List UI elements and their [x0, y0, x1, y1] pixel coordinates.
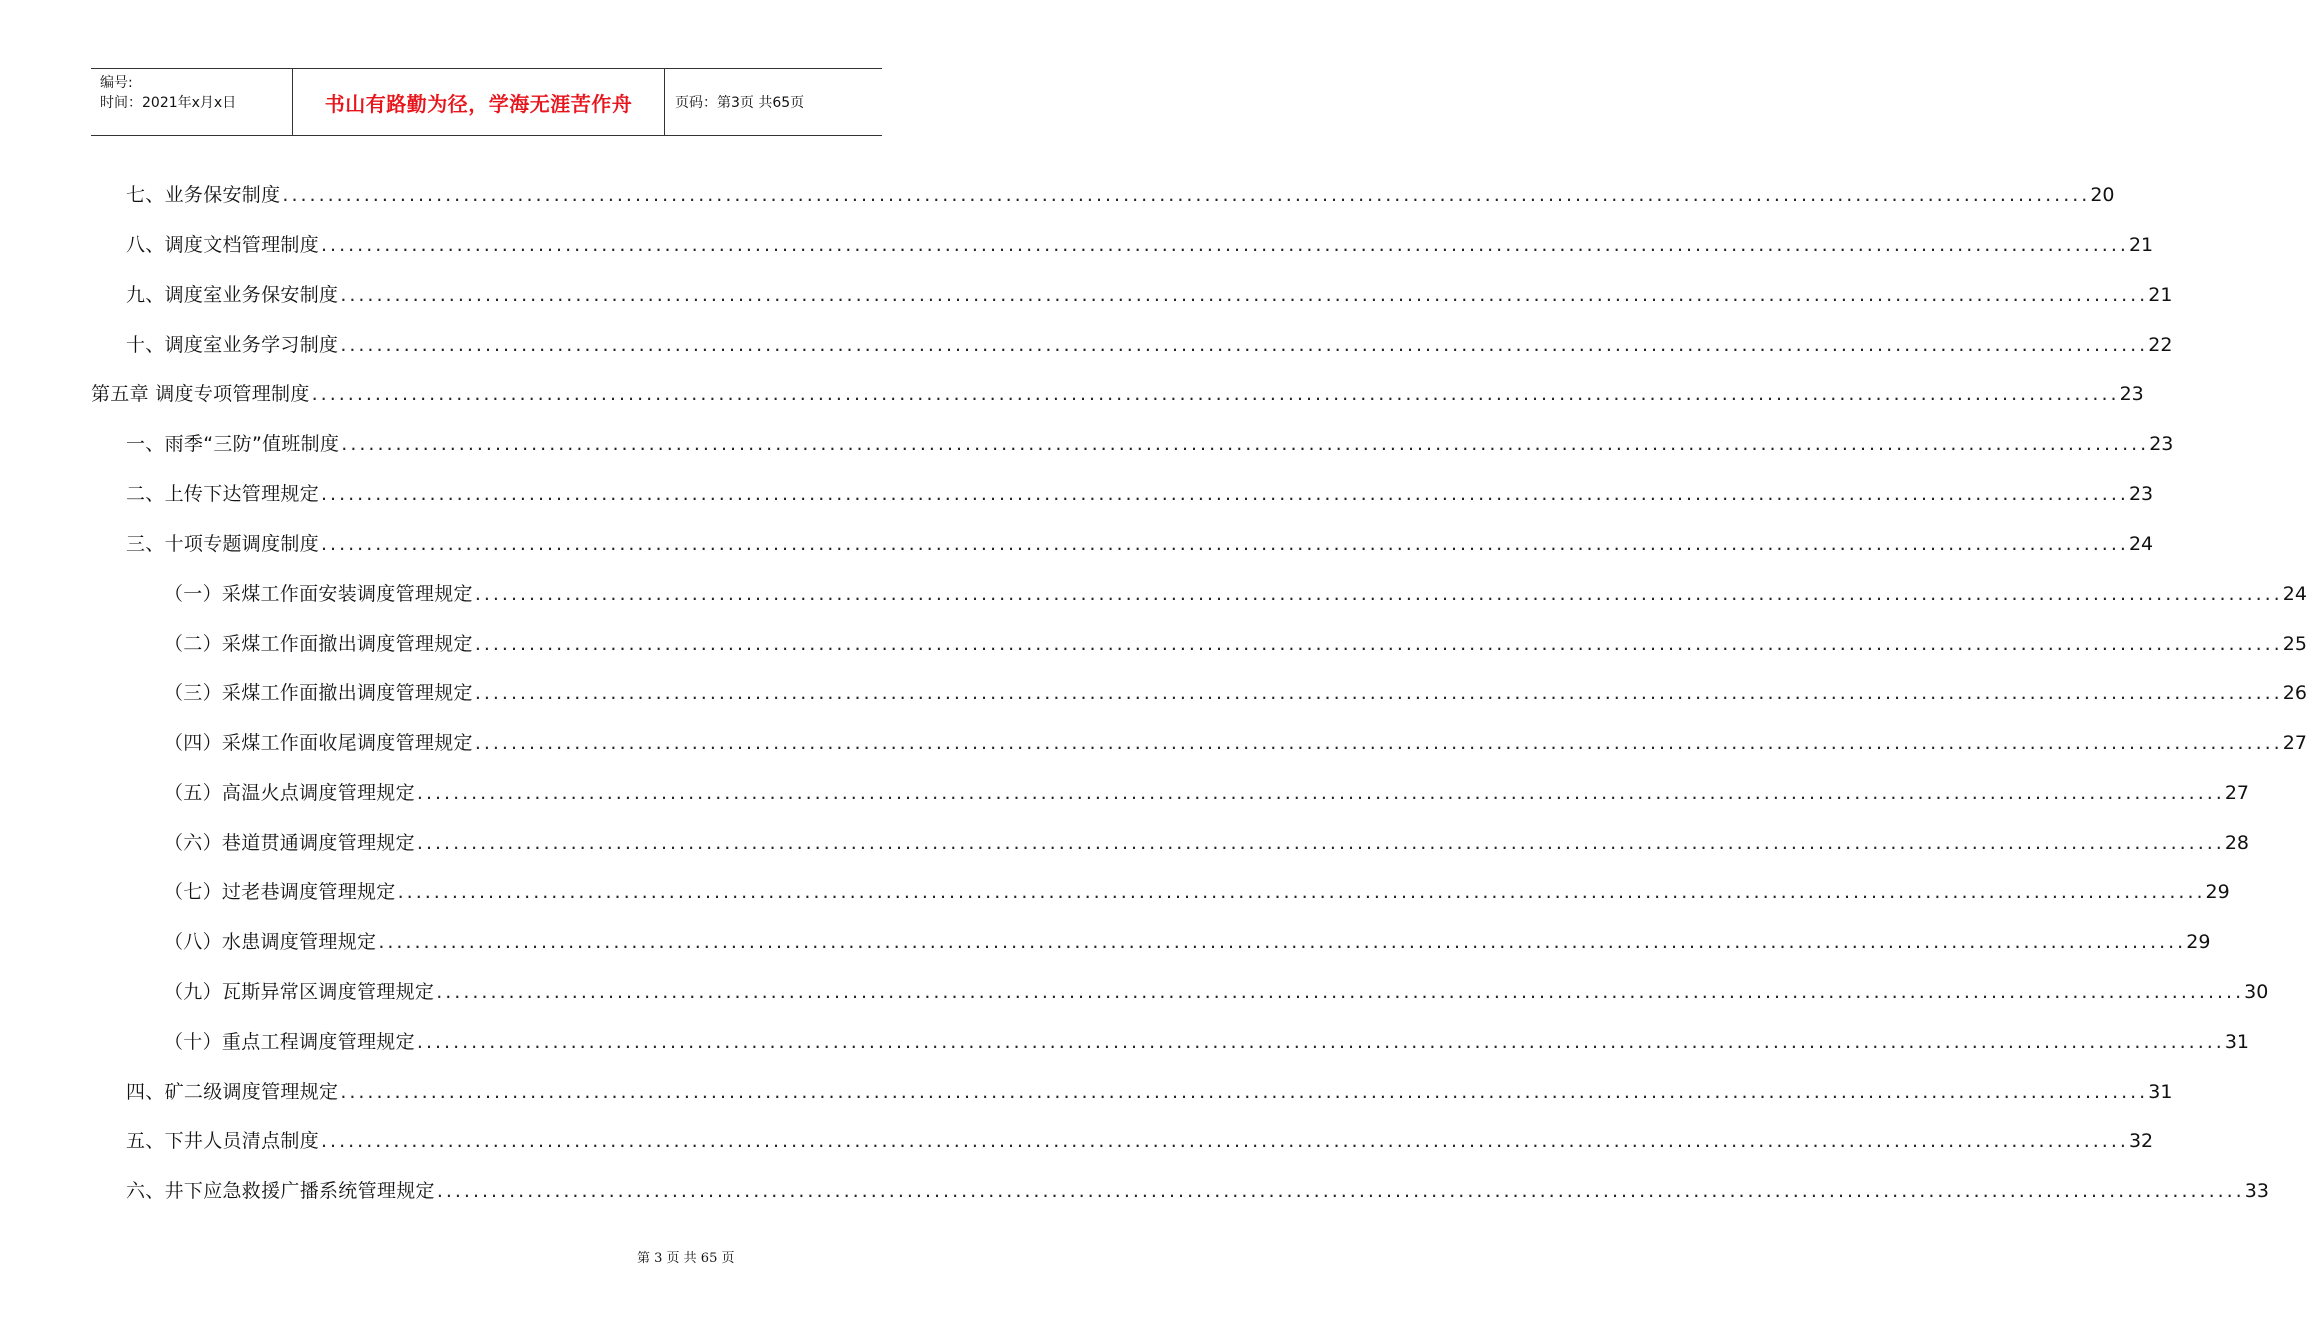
toc-entry-title: 五、下井人员清点制度 [126, 1130, 320, 1152]
toc-leader-dots: ........................................................................................................................................................................................................ [341, 433, 2150, 455]
toc-entry[interactable] [164, 726, 2307, 756]
toc-entry-title: 四、矿二级调度管理规定 [126, 1081, 339, 1103]
toc-leader-dots: ........................................................................................................................................................................................................ [321, 234, 2129, 256]
toc-entry[interactable] [164, 875, 2230, 905]
toc-entry-page: 24 [2282, 583, 2307, 605]
toc-entry-page: 21 [2148, 284, 2173, 306]
toc-entry-title: 七、业务保安制度 [126, 184, 281, 206]
toc-entry-title: （五）高温火点调度管理规定 [164, 782, 415, 804]
toc-entry-title: 六、井下应急救援广播系统管理规定 [126, 1180, 435, 1202]
toc-entry[interactable] [126, 1174, 2269, 1204]
toc-entry-page: 27 [2282, 732, 2307, 754]
toc-leader-dots: ........................................................................................................................................................................................................ [340, 284, 2149, 306]
header-meta [91, 69, 293, 135]
toc-leader-dots: ........................................................................................................................................................................................................ [436, 1180, 2245, 1202]
document-number-label: 编号: [100, 75, 133, 91]
toc-entry-page: 25 [2282, 633, 2307, 655]
toc-leader-dots: ........................................................................................................................................................................................................ [474, 682, 2283, 704]
toc-leader-dots: ........................................................................................................................................................................................................ [416, 782, 2225, 804]
toc-entry[interactable] [91, 377, 2144, 407]
toc-entry[interactable] [126, 328, 2173, 358]
toc-entry[interactable] [126, 178, 2115, 208]
toc-entry-title: （十）重点工程调度管理规定 [164, 1031, 415, 1053]
toc-entry-page: 26 [2282, 682, 2307, 704]
toc-leader-dots: ........................................................................................................................................................................................................ [474, 732, 2283, 754]
toc-entry-title: 一、雨季“三防”值班制度 [126, 433, 340, 455]
toc-leader-dots: ........................................................................................................................................................................................................ [340, 1081, 2149, 1103]
toc-entry[interactable] [126, 477, 2154, 507]
toc-entry[interactable] [164, 627, 2307, 657]
toc-entry-page: 27 [2224, 782, 2250, 804]
toc-leader-dots: ........................................................................................................................................................................................................ [340, 334, 2149, 356]
toc-entry-title: （九）瓦斯异常区调度管理规定 [164, 981, 435, 1003]
toc-entry-title: 三、十项专题调度制度 [126, 533, 320, 555]
toc-entry-title: 十、调度室业务学习制度 [126, 334, 339, 356]
toc-entry[interactable] [164, 577, 2307, 607]
toc-entry-page: 30 [2244, 981, 2269, 1003]
toc-leader-dots: ........................................................................................................................................................................................................ [311, 383, 2120, 405]
toc-entry-page: 23 [2119, 383, 2144, 405]
toc-entry[interactable] [126, 527, 2154, 557]
toc-entry-page: 22 [2148, 334, 2173, 356]
toc-leader-dots: ........................................................................................................................................................................................................ [282, 184, 2091, 206]
toc-entry-page: 29 [2205, 881, 2230, 903]
toc-entry-page: 23 [2149, 433, 2174, 455]
toc-entry[interactable] [164, 776, 2250, 806]
toc-entry-title: 第五章 调度专项管理制度 [91, 383, 310, 405]
toc-entry[interactable] [164, 826, 2250, 856]
toc-entry-title: 二、上传下达管理规定 [126, 483, 320, 505]
toc-leader-dots: ........................................................................................................................................................................................................ [416, 1031, 2225, 1053]
header-page-info: 页码：第3页 共65页 [675, 95, 805, 111]
toc-leader-dots: ........................................................................................................................................................................................................ [378, 931, 2187, 953]
toc-leader-dots: ........................................................................................................................................................................................................ [474, 583, 2283, 605]
toc-entry-page: 31 [2224, 1031, 2250, 1053]
toc-entry-title: （一）采煤工作面安装调度管理规定 [164, 583, 473, 605]
toc-entry[interactable] [164, 975, 2269, 1005]
toc-entry[interactable] [164, 676, 2307, 706]
toc-entry-title: （二）采煤工作面撤出调度管理规定 [164, 633, 473, 655]
toc-entry-title: （八）水患调度管理规定 [164, 931, 377, 953]
toc-entry[interactable] [126, 1124, 2154, 1154]
toc-entry-title: （六）巷道贯通调度管理规定 [164, 832, 415, 854]
toc-entry-page: 28 [2224, 832, 2250, 854]
page-header [91, 68, 882, 136]
document-time-label: 时间：2021年x月x日 [100, 95, 237, 111]
toc-leader-dots: ........................................................................................................................................................................................................ [321, 533, 2129, 555]
toc-leader-dots: ........................................................................................................................................................................................................ [321, 483, 2129, 505]
toc-entry[interactable] [164, 925, 2211, 955]
toc-entry-title: 九、调度室业务保安制度 [126, 284, 339, 306]
toc-entry[interactable] [164, 1025, 2250, 1055]
footer-page-number: 第 3 页 共 65 页 [637, 1251, 735, 1266]
toc-entry-title: 八、调度文档管理制度 [126, 234, 320, 256]
header-motto: 书山有路勤为径，学海无涯苦作舟 [293, 69, 665, 135]
toc-entry-page: 32 [2128, 1130, 2154, 1152]
toc-entry-title: （四）采煤工作面收尾调度管理规定 [164, 732, 473, 754]
toc-leader-dots: ........................................................................................................................................................................................................ [397, 881, 2206, 903]
toc-entry[interactable] [126, 228, 2154, 258]
toc-entry-page: 20 [2090, 184, 2115, 206]
toc-entry-page: 21 [2128, 234, 2154, 256]
toc-entry-page: 23 [2128, 483, 2154, 505]
toc-leader-dots: ........................................................................................................................................................................................................ [436, 981, 2245, 1003]
toc-leader-dots: ........................................................................................................................................................................................................ [416, 832, 2225, 854]
toc-entry-page: 29 [2186, 931, 2211, 953]
toc-entry[interactable] [126, 427, 2174, 457]
toc-entry-page: 33 [2244, 1180, 2269, 1202]
toc-leader-dots: ........................................................................................................................................................................................................ [321, 1130, 2129, 1152]
toc-entry-page: 24 [2128, 533, 2154, 555]
toc-entry-title: （七）过老巷调度管理规定 [164, 881, 396, 903]
toc-entry-title: （三）采煤工作面撤出调度管理规定 [164, 682, 473, 704]
toc-entry[interactable] [126, 1075, 2173, 1105]
toc-entry-page: 31 [2148, 1081, 2173, 1103]
toc-entry[interactable] [126, 278, 2173, 308]
toc-leader-dots: ........................................................................................................................................................................................................ [474, 633, 2283, 655]
